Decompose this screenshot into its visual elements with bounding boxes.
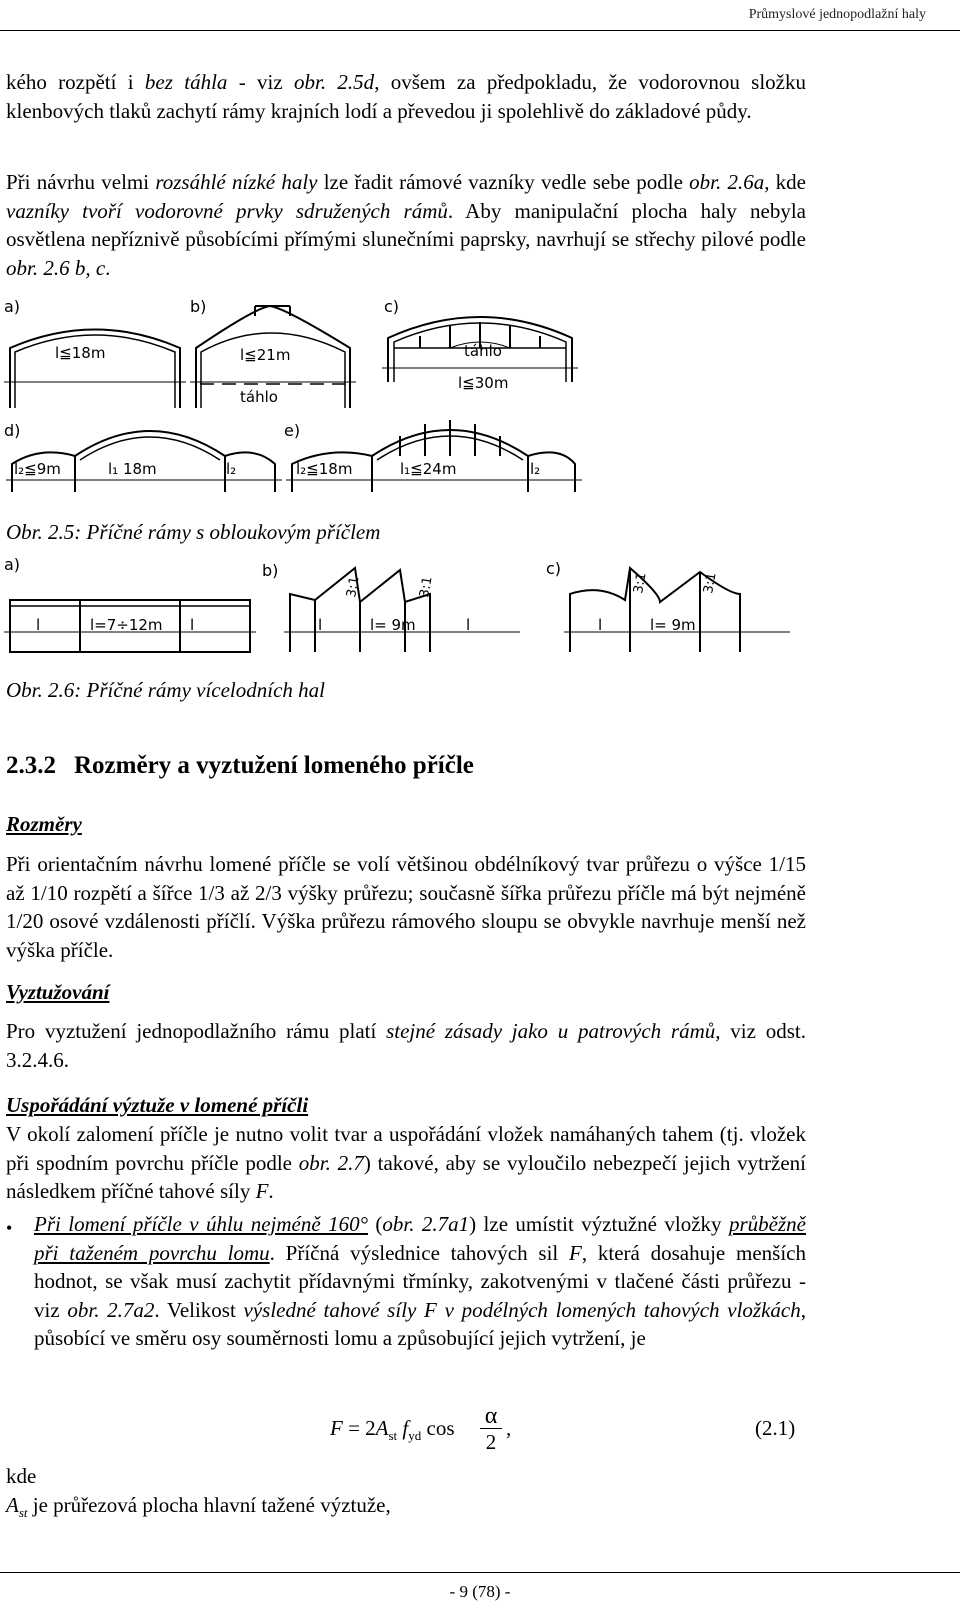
figure-2-5-caption: Obr. 2.5: Příčné rámy s obloukovým příčlem [6, 520, 381, 544]
fig26-label-b: b) [262, 561, 279, 580]
fig25-b-span: l≦21m [240, 346, 291, 364]
paragraph-intro-1: kého rozpětí i bez táhla - viz obr. 2.5d, ovšem za předpokladu, že vodorovnou složku klenbových tlaků zachytí rámy krajních lodí a převedou ji spolehlivě do základové půdy. [6, 70, 806, 123]
definition-ast: $A_{st}$ je průřezová plocha hlavní tažené výztuže, [6, 1493, 391, 1521]
fig26-c-slope-1: 3:1 [631, 571, 650, 595]
fig26-b-l: l [318, 616, 323, 634]
fig25-e-l2: l₂≦18m [296, 460, 353, 478]
section-number: 2.3.2 [6, 752, 56, 779]
fig26-c-l: l [598, 616, 603, 634]
fig25-label-b: b) [190, 297, 207, 316]
fig25-e-l1: l₁≦24m [400, 460, 457, 478]
page-number: - 9 (78) - [449, 1582, 511, 1601]
fig25-d-l1: l₁ 18m [108, 460, 157, 478]
figure-2-6-multibay-frames [0, 554, 960, 664]
fig25-label-c: c) [384, 297, 400, 316]
section-title: Rozměry a vyztužení lomeného příčle [74, 752, 474, 779]
fig26-a-r: l [190, 616, 195, 634]
subheading-rozmery: Rozměry [6, 812, 82, 836]
fig25-d-l2: l₂≦9m [14, 460, 61, 478]
fig25-e-l2b: l₂ [530, 460, 541, 478]
footer-rule [0, 1572, 960, 1573]
bullet-marker: • [6, 1218, 13, 1238]
paragraph-usporadani: V okolí zalomení příčle je nutno volit tvar a uspořádání vložek namáhaných tahem (tj. vložek při spodním povrchu příčle podle obr. 2.7) takové, aby se vyloučilo nebezpečí jejich vytržení následkem příčné tahové síly F. [6, 1122, 806, 1203]
fig25-label-e: e) [284, 421, 301, 440]
fig25-c-tie: táhlo [464, 342, 502, 360]
running-header: Průmyslové jednopodlažní haly [748, 7, 926, 22]
kde-label: kde [6, 1464, 37, 1488]
fig26-b-mid: l= 9m [370, 616, 416, 634]
bullet-paragraph: Při lomení příčle v úhlu nejméně 160° (obr. 2.7a1) lze umístit výztužné vložky průběžně při taženém povrchu lomu. Příčná výslednice tahových sil F, která dosahuje menších hodnot, se však musí zachytit přídavnými třmínky, zakotvenými v tlačené části průřezu - viz obr. 2.7a2. Velikost výsledné tahové síly F v podélných lomených tahových vložkách, působící ve směru osy souměrnosti lomu a způsobující jejich vytržení, je [34, 1212, 806, 1350]
fig26-b-r: l [466, 616, 471, 634]
fig26-a-l: l [36, 616, 41, 634]
subheading-vyztuzovani: Vyztužování [6, 980, 110, 1004]
fig25-label-d: d) [4, 421, 21, 440]
paragraph-intro-2: Při návrhu velmi rozsáhlé nízké haly lze řadit rámové vazníky vedle sebe podle obr. 2.6a, kde vazníky tvoří vodorovné prvky sdružených rámů. Aby manipulační plocha haly nebyla osvětlena nepříznivě působícími přímými slunečními paprsky, navrhují se střechy pilové podle obr. 2.6 b, c. [6, 170, 806, 280]
paragraph-vyztuzovani: Pro vyztužení jednopodlažního rámu platí stejné zásady jako u patrových rámů, viz odst. 3.2.4.6. [6, 1019, 806, 1072]
equation-number: (2.1) [755, 1416, 796, 1440]
fig26-c-slope-2: 3:1 [701, 571, 720, 595]
fig25-label-a: a) [4, 297, 21, 316]
fig26-b-slope-1: 3:1 [344, 575, 363, 599]
paragraph-rozmery: Při orientačním návrhu lomené příčle se volí většinou obdélníkový tvar průřezu o výšce 1/15 až 1/10 rozpětí a šířce 1/3 až 2/3 výšky průřezu; současně šířka průřezu příčle má být nejméně 1/20 osové vzdálenosti příčlí. Výška průřezu rámového sloupu se obvykle navrhuje menší než výška příčle. [6, 852, 806, 962]
fig26-b-slope-2: 3:1 [417, 575, 436, 599]
subheading-usporadani: Uspořádání výztuže v lomené příčli [6, 1093, 309, 1117]
fig25-d-l2b: l₂ [226, 460, 237, 478]
figure-2-6-caption: Obr. 2.6: Příčné rámy vícelodních hal [6, 678, 326, 702]
fig26-c-mid: l= 9m [650, 616, 696, 634]
fig25-b-tie: táhlo [240, 388, 278, 406]
fig26-label-c: c) [546, 559, 562, 578]
fig25-c-span: l≦30m [458, 374, 509, 392]
fig26-label-a: a) [4, 555, 21, 574]
fig26-a-mid: l=7÷12m [90, 616, 163, 634]
fig25-a-span: l≦18m [55, 344, 106, 362]
section-heading [6, 752, 492, 780]
header-rule [0, 30, 960, 31]
figure-2-5-arched-frames [0, 296, 960, 520]
